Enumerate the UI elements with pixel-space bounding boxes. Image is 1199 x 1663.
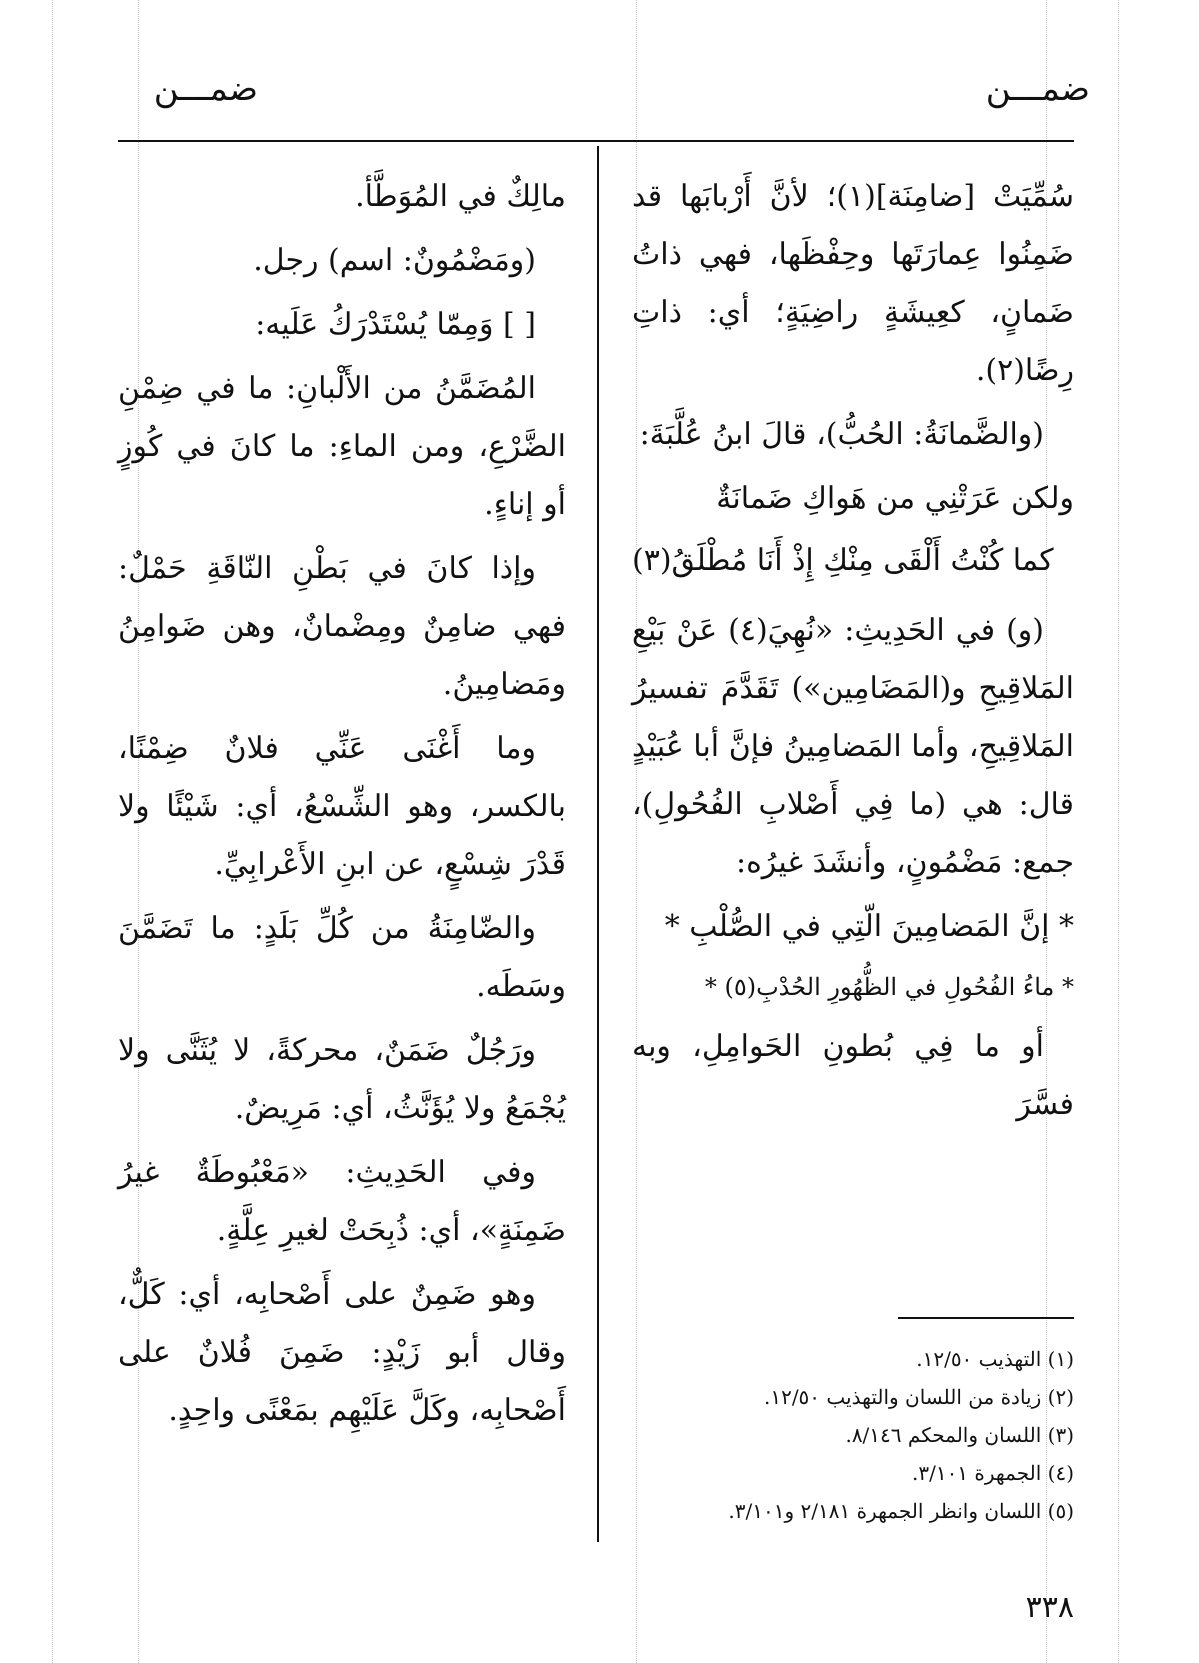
paragraph: مالِكٌ في المُوَطَّأ. (355, 179, 566, 214)
verse-line: كما كُنْتُ أَلْقَى مِنْكِ إِذْ أَنَا مُطْلَقُ(٣) (632, 543, 1054, 578)
left-column (118, 168, 566, 1446)
running-header-right: ضمـــن (985, 69, 1090, 109)
header-rule (118, 140, 1074, 142)
paragraph: وما أَغْنَى عَنِّي فلانٌ ضِمْنًا، بالكسر، وهو الشِّسْعُ، أي: شَيْئًا ولا قَدْرَ شِسْعٍ، عن ابنِ الأَعْرابِيِّ. (118, 731, 566, 882)
footnote: (٤) الجمهرة ٣/١٠١. (911, 1461, 1074, 1485)
footnote: (٢) زيادة من اللسان والتهذيب ١٢/٥٠. (763, 1385, 1074, 1409)
scan-guide-line (1118, 0, 1119, 1663)
paragraph: وفي الحَدِيثِ: «مَعْبُوطَةٌ غيرُ ضَمِنَةٍ»، أي: ذُبِحَتْ لغيرِ عِلَّةٍ. (118, 1155, 566, 1248)
paragraph: أو ما فِي بُطونِ الحَوامِلِ، وبه فسَّرَ (632, 1029, 1074, 1122)
footnote: (٣) اللسان والمحكم ٨/١٤٦. (845, 1423, 1074, 1447)
paragraph: (و) في الحَدِيثِ: «نُهِيَ(٤) عَنْ بَيْعِ المَلاقِيحِ و(المَضَامِين») تَقَدَّمَ تفسيرُ المَلاقِيحِ، وأما المَضامِينُ فإنَّ أبا عُبَيْدٍ قال: هي (ما فِي أَصْلابِ الفُحُولِ)، جمع: مَضْمُونٍ، وأنشَدَ غيرُه: (632, 613, 1074, 880)
verse-line: * ماءُ الفُحُولِ في الظُّهُورِ الحُدْبِ(٥) * (704, 973, 1074, 1001)
scan-guide-line (52, 0, 53, 1663)
running-header-left: ضمـــن (153, 69, 258, 109)
paragraph: والضّامِنَةُ من كُلِّ بَلَدٍ: ما تَضَمَّنَ وسَطَه. (118, 911, 566, 1004)
paragraph: سُمِّيَتْ [ضامِنَة](١)؛ لأنَّ أَرْبابَها قد ضَمِنُوا عِمارَتَها وحِفْظَها، فهي ذاتُ ضَمانٍ، كعِيشَةٍ راضِيَةٍ؛ أي: ذاتِ رِضًا(٢). (632, 179, 1074, 388)
paragraph: ورَجُلٌ ضَمَنٌ، محركةً، لا يُثَنَّى ولا يُجْمَعُ ولا يُؤَنَّثُ، أي: مَرِيضٌ. (118, 1033, 566, 1126)
right-column (632, 168, 1074, 1140)
paragraph: [ ] وَمِمّا يُسْتَدْرَكُ عَلَيه: (255, 307, 536, 342)
paragraph: وإذا كانَ في بَطْنِ النّاقَةِ حَمْلٌ: فهي ضامِنٌ ومِضْمانٌ، وهن ضَوامِنُ ومَضامِينُ. (118, 551, 566, 702)
footnote: (١) التهذيب ١٢/٥٠. (916, 1347, 1074, 1371)
column-divider (597, 146, 599, 1542)
paragraph: وهو ضَمِنٌ على أَصْحابِه، أي: كَلٌّ، وقال أبو زَيْدٍ: ضَمِنَ فُلانٌ على أَصْحابِه، وكَلَّ عَلَيْهِم بمَعْنًى واحِدٍ. (118, 1277, 566, 1428)
paragraph: (ومَضْمُونٌ: اسم) رجل. (253, 243, 536, 278)
footnote-rule (898, 1317, 1074, 1319)
paragraph: المُضَمَّنُ من الأَلْبانِ: ما في ضِمْنِ الضَّرْعِ، ومن الماءِ: ما كانَ في كُوزٍ أو إناءٍ. (118, 371, 566, 522)
footnote: (٥) اللسان وانظر الجمهرة ٢/١٨١ و٣/١٠١. (728, 1499, 1074, 1523)
page-number: ٣٣٨ (1025, 1590, 1074, 1625)
paragraph: (والضَّمانَةُ: الحُبُّ)، قالَ ابنُ عُلَّبَةَ: (639, 417, 1044, 452)
footnotes (632, 1340, 1074, 1530)
verse-line: * إنَّ المَضامِينَ الّتِي في الصُّلْبِ * (664, 909, 1074, 944)
verse-line: ولكن عَرَتْنِي من هَواكِ ضَمانَةٌ (716, 481, 1074, 516)
